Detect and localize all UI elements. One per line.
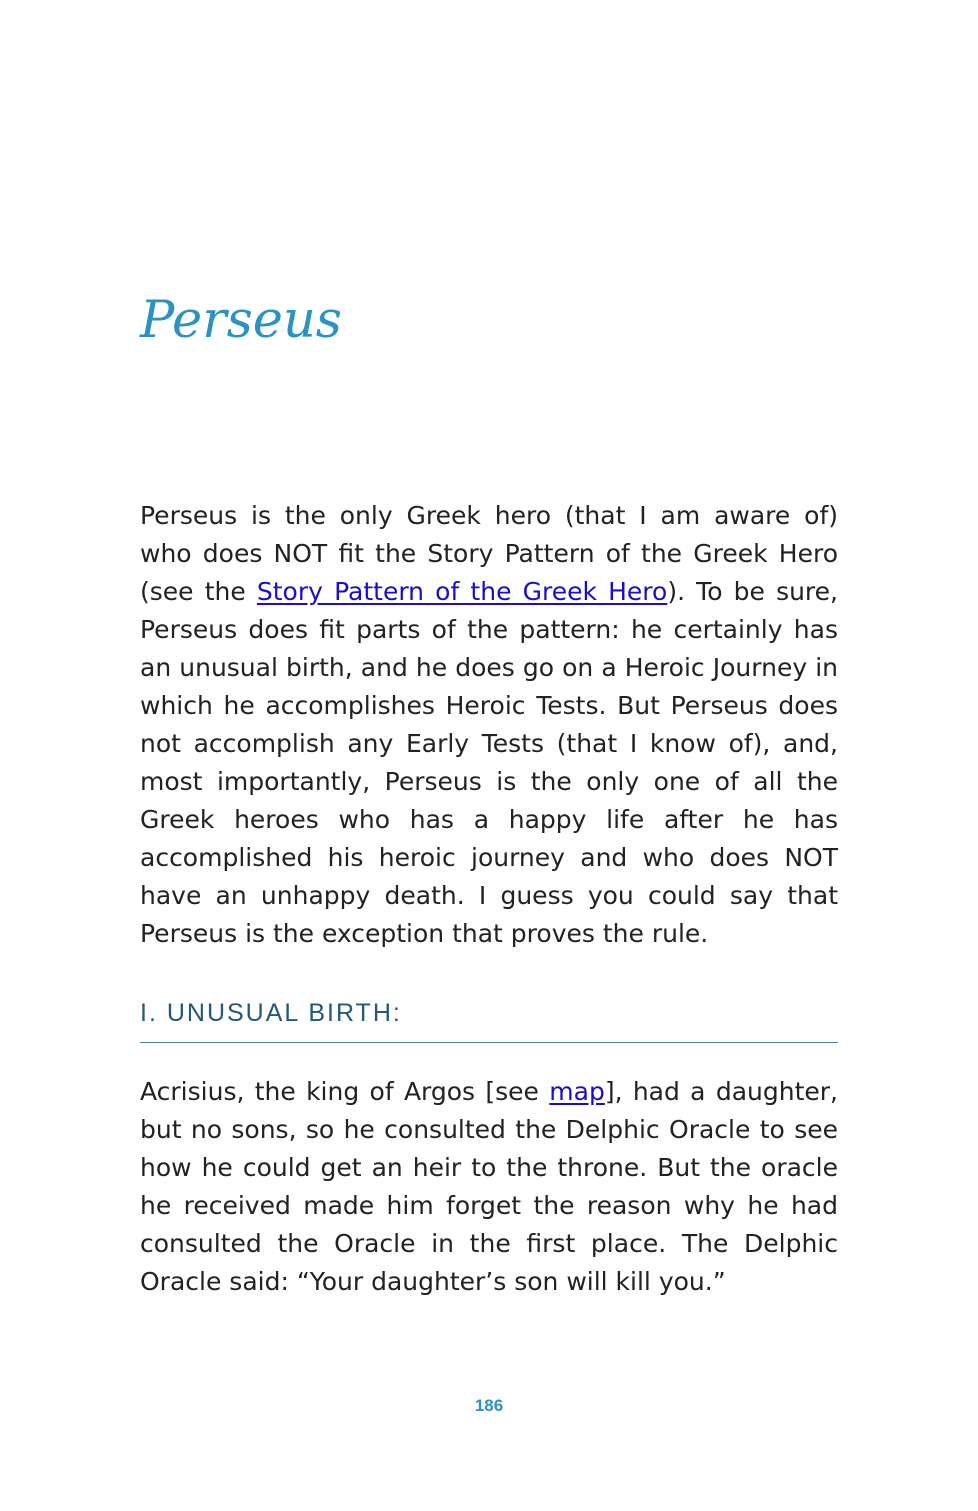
page-number: 186 — [474, 1396, 504, 1415]
unusual-birth-paragraph — [140, 1073, 838, 1301]
intro-paragraph-text-start: Perseus is the only Greek hero (that I am aware of) who does NOT fit the Story Pattern of the Greek Hero (see the — [140, 501, 838, 606]
chapter-title: Perseus — [140, 291, 342, 350]
intro-paragraph-text-end: ). To be sure, Perseus does fit parts of the pattern: he certainly has an unusual birth, and he does go on a Heroic Journey in which he accomplishes Heroic Tests. But Perseus does not accomplish any Early Tests (that I know of), and, most importantly, Perseus is the only one of all the Greek heroes who has a happy life after he has accomplished his heroic journey and who does NOT have an unhappy death. I guess you could say that Perseus is the exception that proves the rule. — [140, 577, 838, 948]
unusual-birth-text-end: ], had a daughter, but no sons, so he consulted the Delphic Oracle to see how he could get an heir to the throne. But the oracle he received made him forget the reason why he had consulted the Oracle in the first place. The Delphic Oracle said: “Your daughter’s son will kill you.” — [140, 1077, 838, 1296]
unusual-birth-text-start: Acrisius, the king of Argos [see — [140, 1077, 550, 1106]
map-link[interactable]: map — [549, 1077, 605, 1106]
story-pattern-link[interactable]: Story Pattern of the Greek Hero — [256, 577, 668, 606]
intro-paragraph — [140, 497, 838, 953]
section-heading-unusual-birth: I. UNUSUAL BIRTH: — [140, 996, 838, 1043]
